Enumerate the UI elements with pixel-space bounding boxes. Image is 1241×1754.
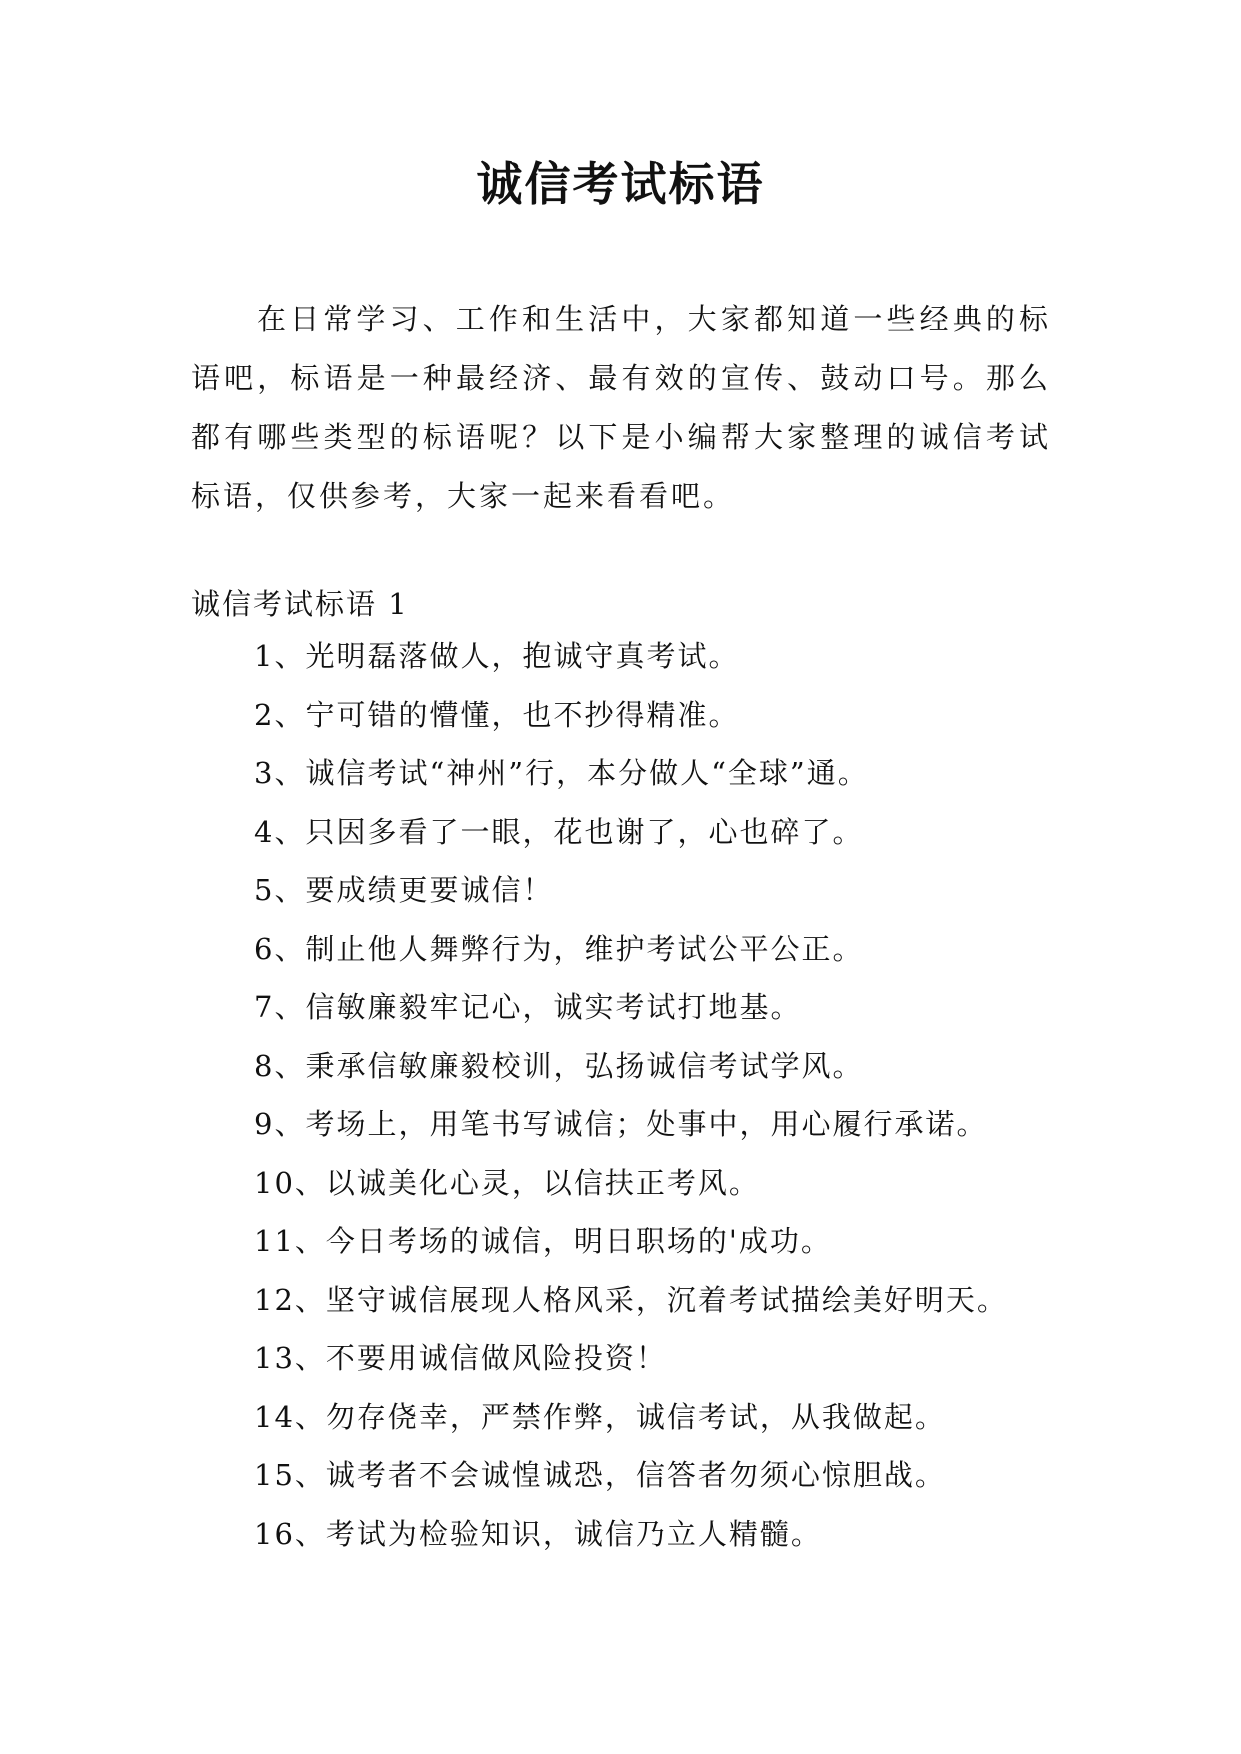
slogan-list [254,636,1008,1572]
list-item: 11、今日考场的诚信，明日职场的'成功。 [254,1224,832,1258]
list-item: 9、考场上，用笔书写诚信；处事中，用心履行承诺。 [254,1107,988,1141]
list-item: 4、只因多看了一眼，花也谢了，心也碎了。 [254,814,864,849]
list-item: 6、制止他人舞弊行为，维护考试公平公正。 [254,931,864,966]
list-item: 13、不要用诚信做风险投资！ [254,1341,667,1375]
list-item: 10、以诚美化心灵，以信扶正考风。 [254,1165,760,1200]
section-heading: 诚信考试标语 1 [191,587,409,621]
list-item: 14、勿存侥幸，严禁作弊，诚信考试，从我做起。 [254,1399,946,1434]
list-item: 3、诚信考试“神州”行，本分做人“全球”通。 [254,756,869,790]
list-item: 5、要成绩更要诚信！ [254,873,554,907]
list-item: 1、光明磊落做人，抱诚守真考试。 [254,639,740,673]
list-item: 16、考试为检验知识，诚信乃立人精髓。 [254,1516,822,1551]
list-item: 8、秉承信敏廉毅校训，弘扬诚信考试学风。 [254,1048,864,1083]
document-title: 诚信考试标语 [476,157,765,211]
intro-paragraph: 在日常学习、工作和生活中，大家都知道一些经典的标语吧，标语是一种最经济、最有效的宣传、鼓动口号。那么都有哪些类型的标语呢？以下是小编帮大家整理的诚信考试标语，仅供参考，大家一起来看看吧。 [191,302,1051,513]
list-item: 7、信敏廉毅牢记心，诚实考试打地基。 [254,990,802,1024]
list-item: 15、诚考者不会诚惶诚恐，信答者勿须心惊胆战。 [254,1458,946,1492]
list-item: 2、宁可错的懵懂，也不抄得精准。 [254,697,740,732]
list-item: 12、坚守诚信展现人格风采，沉着考试描绘美好明天。 [254,1282,1008,1317]
